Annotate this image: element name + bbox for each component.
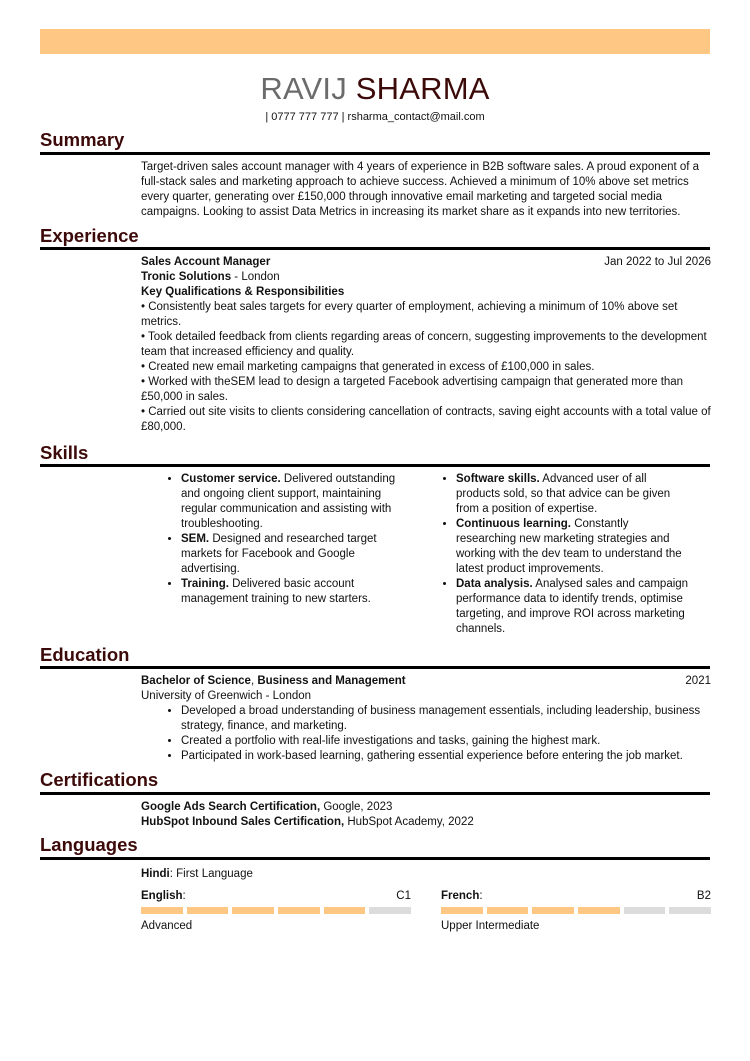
experience-bullet: • Created new email marketing campaigns that generated in excess of £100,000 in sales. (141, 361, 595, 373)
summary-heading: Summary (40, 129, 125, 150)
first-name: RAVIJ (260, 71, 347, 106)
skill-desc: Delivered basic account management training to new starters. (181, 578, 371, 605)
skill-desc: Constantly researching new marketing strategies and working with the dev team to understand the latest product improvements. (456, 518, 682, 575)
language-code: B2 (696, 890, 711, 902)
skill-name: Continuous learning. (456, 518, 571, 530)
skill-name: Software skills. (456, 473, 540, 485)
language-english (141, 890, 411, 932)
skill-desc: Advanced user of all products sold, so that advice can be given from a position of expertise. (456, 473, 671, 515)
proficiency-segment (141, 907, 183, 914)
experience-bullet: • Carried out site visits to clients considering cancellation of contracts, saving eight accounts with a total value of £80,000. (141, 406, 711, 433)
languages-divider (40, 857, 710, 860)
experience-bullet: • Consistently beat sales targets for every quarter of employment, achieving a minimum of 10% above set metrics. (141, 301, 678, 328)
skill-item (456, 472, 690, 517)
education-heading: Education (40, 644, 130, 665)
certifications-heading: Certifications (40, 769, 159, 790)
skill-name: Data analysis. (456, 578, 533, 590)
language-name: French (441, 890, 480, 902)
experience-heading: Experience (40, 225, 139, 246)
proficiency-bar (141, 907, 411, 914)
education-bullet: • Participated in work-based learning, gathering essential experience before entering the job market. (181, 749, 711, 764)
graduation-year: 2021 (685, 675, 711, 687)
company-name: Tronic Solutions (141, 271, 232, 283)
company-location: - London (231, 271, 280, 283)
certifications-divider (40, 792, 710, 795)
skill-item (456, 577, 690, 637)
experience-bullet: • Took detailed feedback from clients regarding areas of concern, suggesting improvements to the development team that increased efficiency and quality. (141, 331, 707, 358)
education-bullet: • Created a portfolio with real-life investigations and tasks, gaining the highest mark. (181, 734, 711, 749)
skill-item (181, 532, 415, 577)
certification-item (141, 800, 711, 815)
language-french (441, 890, 711, 932)
last-name: SHARMA (355, 71, 490, 106)
summary-divider (40, 152, 710, 155)
skills-column-left (160, 472, 435, 637)
degree: Bachelor of Science (141, 675, 251, 687)
proficiency-segment (532, 907, 574, 914)
proficiency-bar (441, 907, 711, 914)
skill-item (181, 577, 415, 607)
header-accent-bar (40, 29, 710, 54)
native-language-name: Hindi (141, 868, 170, 880)
employer (141, 270, 711, 285)
proficiency-segment (324, 907, 366, 914)
education-bullet: • Developed a broad understanding of business management essentials, including leadership, business strategy, finance, and marketing. (181, 704, 711, 734)
education-divider (40, 666, 710, 669)
skill-desc: Delivered outstanding and ongoing client support, maintaining regular communication and assisting with troubleshooting. (181, 473, 396, 530)
degree-line (141, 674, 406, 689)
proficiency-segment (187, 907, 229, 914)
certification-issuer: HubSpot Academy, 2022 (344, 816, 474, 828)
skills-heading: Skills (40, 442, 89, 463)
language-colon: : (182, 890, 186, 902)
skill-item (456, 517, 690, 577)
job-title: Sales Account Manager (141, 256, 271, 268)
skills-divider (40, 464, 710, 467)
skill-desc: Designed and researched target markets for Facebook and Google advertising. (181, 533, 377, 575)
language-code: C1 (396, 890, 411, 902)
language-level: Advanced (141, 920, 193, 932)
certification-name: HubSpot Inbound Sales Certification, (141, 816, 345, 828)
proficiency-segment (578, 907, 620, 914)
proficiency-segment (624, 907, 666, 914)
native-language (141, 867, 711, 882)
languages-heading: Languages (40, 834, 138, 855)
certification-name: Google Ads Search Certification, (141, 801, 321, 813)
candidate-name (0, 71, 750, 107)
skills-list (160, 472, 710, 637)
language-proficiency-list (141, 890, 711, 932)
job-dates: Jan 2022 to Jul 2026 (604, 256, 711, 268)
language-level: Upper Intermediate (441, 920, 540, 932)
skill-name: SEM. (181, 533, 210, 545)
responsibilities-subheading: Key Qualifications & Responsibilities (141, 286, 345, 298)
skill-name: Training. (181, 578, 229, 590)
experience-entry (141, 255, 711, 435)
experience-divider (40, 247, 710, 250)
certification-item (141, 815, 711, 830)
skill-item (181, 472, 415, 532)
experience-bullet: • Worked with theSEM lead to design a targeted Facebook advertising campaign that generated more than £50,000 in sales. (141, 376, 684, 403)
education-bullets (141, 704, 711, 764)
proficiency-segment (669, 907, 711, 914)
language-colon: : (479, 890, 483, 902)
skill-name: Customer service. (181, 473, 281, 485)
skills-column-right (435, 472, 710, 637)
proficiency-segment (232, 907, 274, 914)
proficiency-segment (278, 907, 320, 914)
contact-line: | 0777 777 777 | rsharma_contact@mail.com (265, 111, 485, 123)
school: University of Greenwich - London (141, 690, 312, 702)
proficiency-segment (441, 907, 483, 914)
education-entry (141, 674, 711, 764)
native-language-level: : First Language (169, 868, 253, 880)
skill-desc: Analysed sales and campaign performance data to identify trends, optimise targeting, and improve ROI across marketing channels. (456, 578, 689, 635)
certification-issuer: Google, 2023 (320, 801, 393, 813)
proficiency-segment (369, 907, 411, 914)
field-of-study: Business and Management (257, 675, 406, 687)
certifications-list (141, 800, 711, 830)
proficiency-segment (487, 907, 529, 914)
summary-text: Target-driven sales account manager with 4 years of experience in B2B software sales. A proud exponent of a full-stack sales and marketing approach to achieve success. Achieved a minimum of 10% above set metrics every quarter, generating over £150,000 through innovative email marketing and targeted social media campaigns. Looking to assist Data Metrics in increasing its market share as it expands into new territories. (141, 161, 700, 218)
degree-separator: , (250, 675, 258, 687)
language-name: English (141, 890, 183, 902)
